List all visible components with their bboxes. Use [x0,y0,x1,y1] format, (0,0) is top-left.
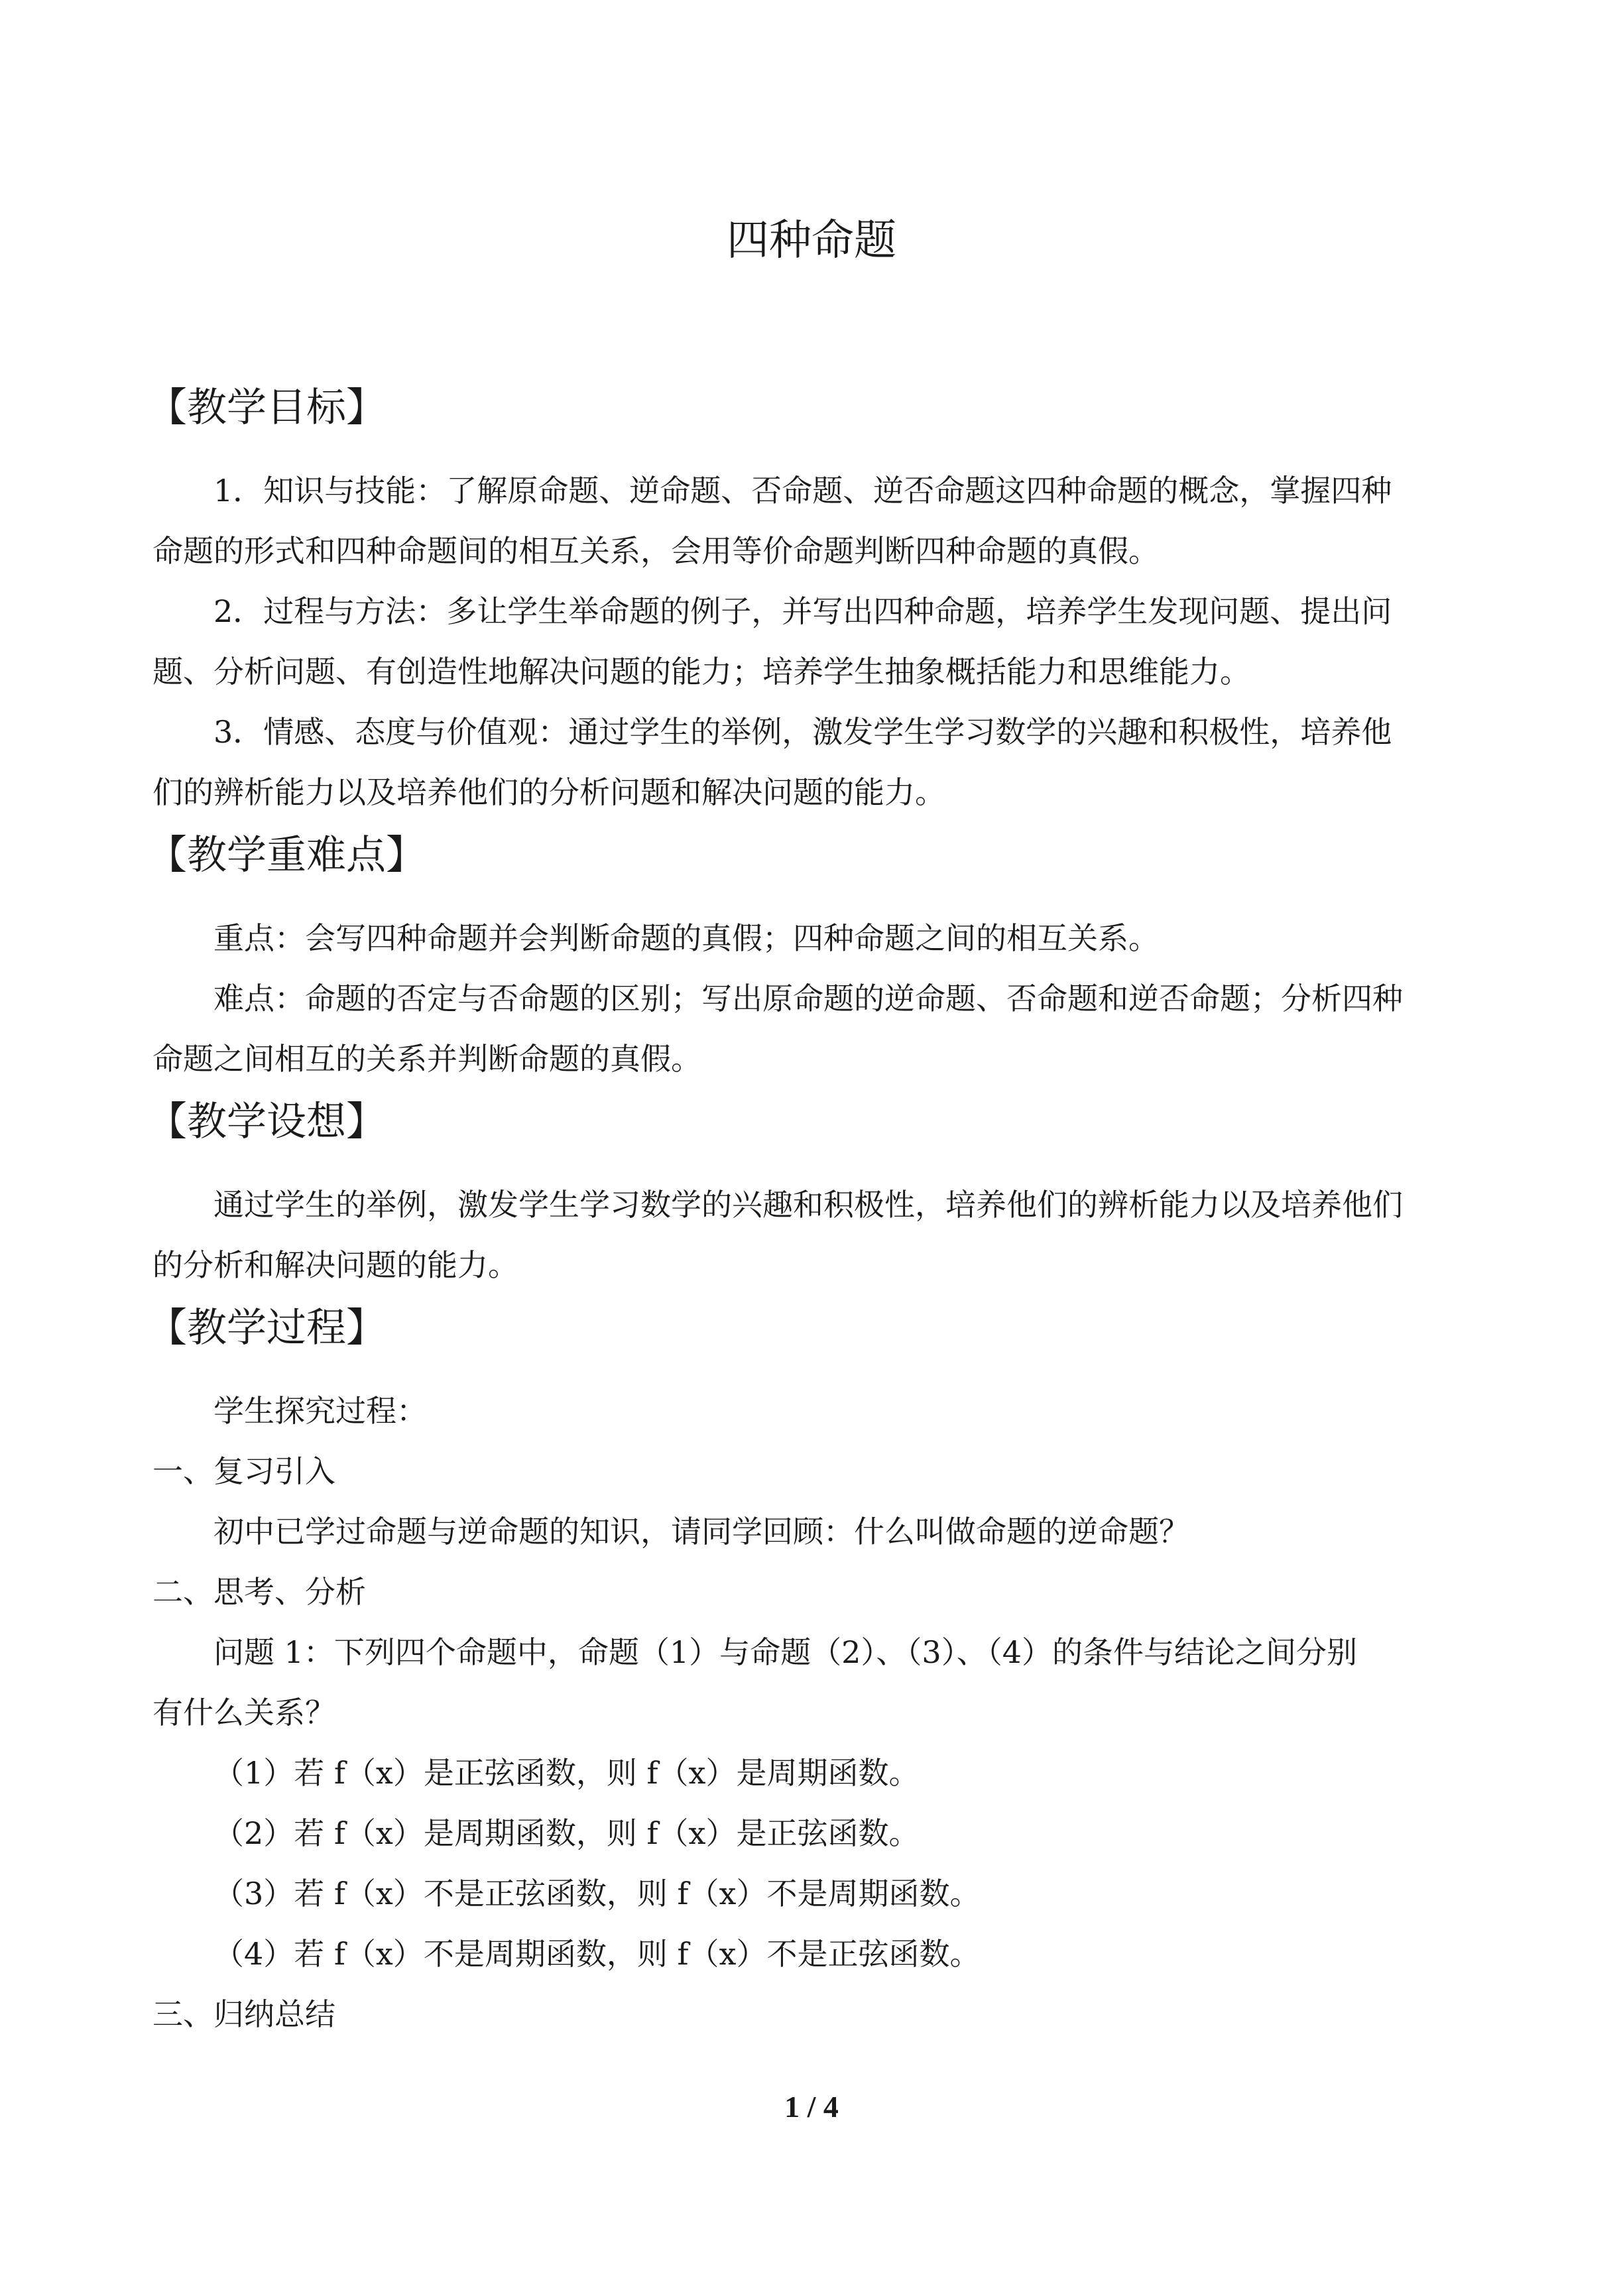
paragraph-line: 命题之间相互的关系并判断命题的真假。 [152,1041,701,1077]
section-heading-key-points: 【教学重难点】 [147,832,426,878]
paragraph-line: 的分析和解决问题的能力。 [152,1247,518,1283]
paragraph-line: 3．情感、态度与价值观：通过学生的举例，激发学生学习数学的兴趣和积极性，培养他 [213,714,1392,750]
paragraph-line: 重点：会写四种命题并会判断命题的真假；四种命题之间的相互关系。 [213,920,1159,956]
paragraph-line: 有什么关系？ [152,1695,335,1730]
page-title: 四种命题 [727,216,896,265]
subsection-heading: 二、思考、分析 [152,1574,366,1610]
paragraph-line: 初中已学过命题与逆命题的知识，请同学回顾：什么叫做命题的逆命题？ [213,1514,1189,1549]
paragraph-line: 学生探究过程： [213,1393,427,1429]
section-heading-idea: 【教学设想】 [147,1099,386,1145]
paragraph-line: 题、分析问题、有创造性地解决问题的能力；培养学生抽象概括能力和思维能力。 [152,654,1250,690]
paragraph-line: 2．过程与方法：多让学生举命题的例子，并写出四种命题，培养学生发现问题、提出问 [213,593,1392,629]
list-item: （2）若 f（x）是周期函数，则 f（x）是正弦函数。 [213,1815,920,1851]
paragraph-line: 1．知识与技能：了解原命题、逆命题、否命题、逆否命题这四种命题的概念，掌握四种 [213,473,1392,509]
paragraph-line: 们的辨析能力以及培养他们的分析问题和解决问题的能力。 [152,774,945,810]
paragraph-line: 命题的形式和四种命题间的相互关系，会用等价命题判断四种命题的真假。 [152,533,1159,569]
subsection-heading: 一、复习引入 [152,1453,335,1489]
list-item: （4）若 f（x）不是周期函数，则 f（x）不是正弦函数。 [213,1936,981,1972]
list-item: （1）若 f（x）是正弦函数，则 f（x）是周期函数。 [213,1755,920,1791]
paragraph-line: 难点：命题的否定与否命题的区别；写出原命题的逆命题、否命题和逆否命题；分析四种 [213,981,1403,1016]
list-item: （3）若 f（x）不是正弦函数，则 f（x）不是周期函数。 [213,1876,981,1911]
section-heading-goals: 【教学目标】 [147,385,386,431]
paragraph-line: 通过学生的举例，激发学生学习数学的兴趣和积极性，培养他们的辨析能力以及培养他们 [213,1187,1403,1223]
section-heading-process: 【教学过程】 [147,1305,386,1351]
subsection-heading: 三、归纳总结 [152,1996,335,2032]
paragraph-line: 问题 1：下列四个命题中，命题（1）与命题（2）、（3）、（4）的条件与结论之间分别 [213,1634,1357,1670]
page-number: 1 / 4 [784,2090,839,2124]
